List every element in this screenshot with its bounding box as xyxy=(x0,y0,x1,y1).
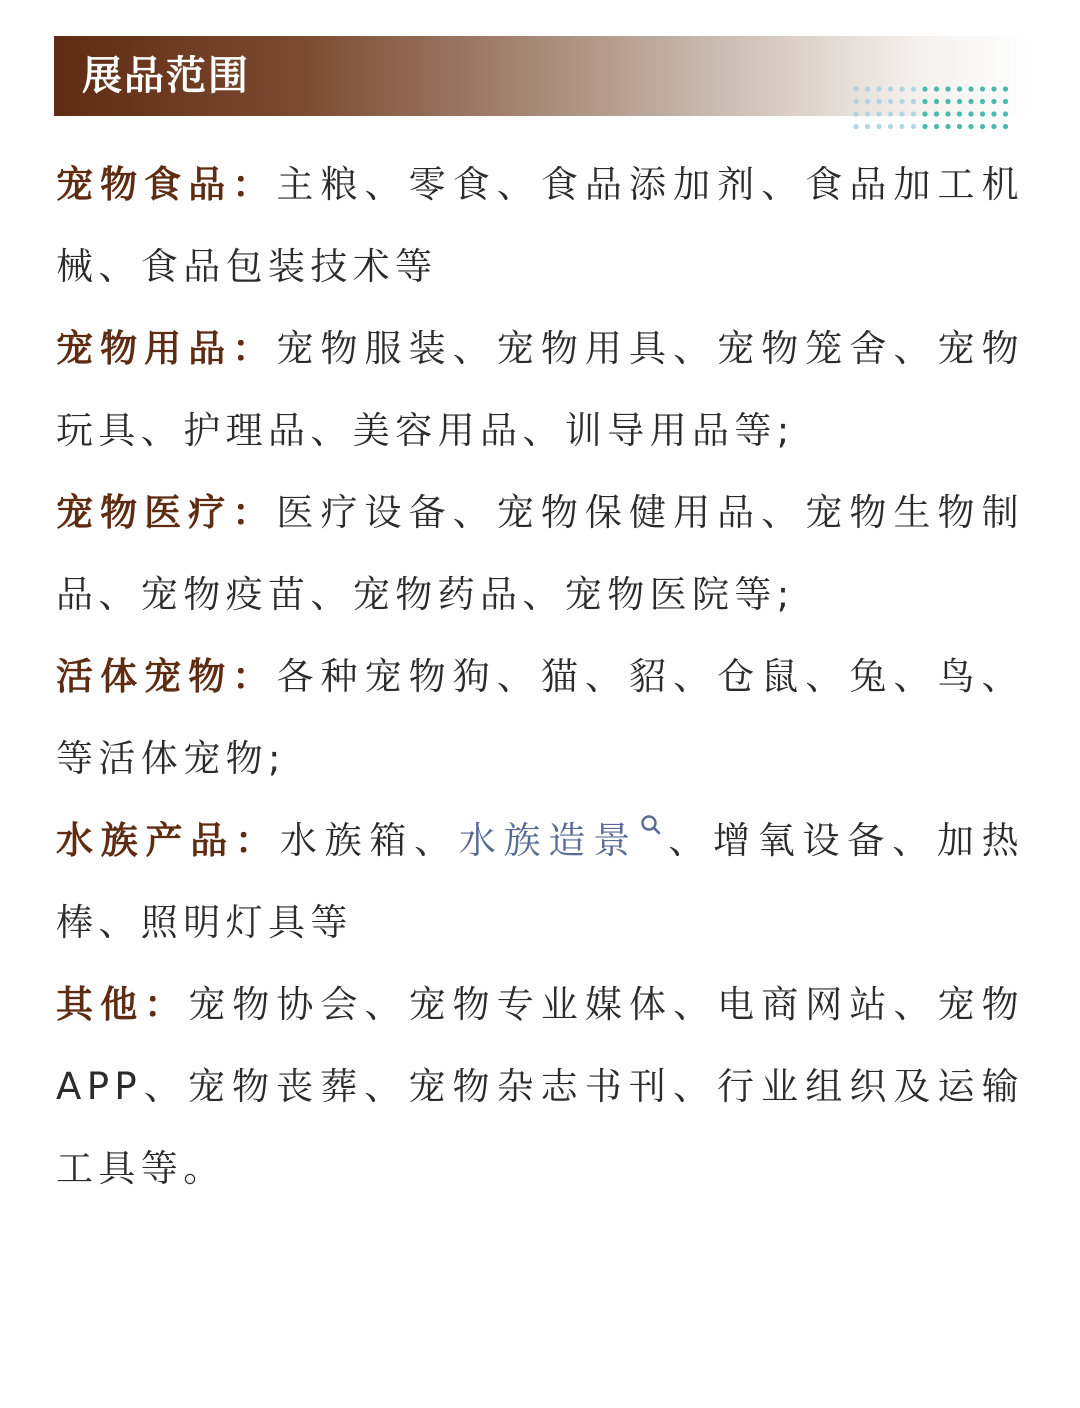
category-text: 水族箱、 xyxy=(279,819,459,862)
decorative-dot xyxy=(911,124,916,129)
decorative-dot xyxy=(957,99,962,104)
search-icon[interactable] xyxy=(640,814,662,840)
decorative-dot xyxy=(945,99,950,104)
category-aquarium xyxy=(56,800,1024,964)
decorative-dot xyxy=(922,86,927,91)
category-text: 宠物协会、宠物专业媒体、电商网站、宠物APP、宠物丧葬、宠物杂志书刊、行业组织及运输工具等。 xyxy=(56,983,1024,1190)
decorative-dot xyxy=(934,124,939,129)
decorative-dot xyxy=(1003,99,1008,104)
decorative-dot xyxy=(934,99,939,104)
decorative-dot xyxy=(865,124,870,129)
decorative-dot xyxy=(945,124,950,129)
decorative-dot xyxy=(888,124,893,129)
decorative-dot xyxy=(876,99,881,104)
category-text: 医疗设备、宠物保健用品、宠物生物制品、宠物疫苗、宠物药品、宠物医院等; xyxy=(56,491,1024,616)
decorative-dot xyxy=(957,86,962,91)
exhibit-scope-content xyxy=(56,144,1024,1210)
category-text: 、增氧设备、加热棒、照明灯具等 xyxy=(56,819,1024,944)
decorative-dot xyxy=(957,124,962,129)
decorative-dot xyxy=(865,86,870,91)
decorative-dot xyxy=(991,111,996,116)
category-text: 主粮、零食、食品添加剂、食品加工机械、食品包装技术等 xyxy=(56,163,1024,288)
decorative-dot xyxy=(899,124,904,129)
category-pet-food xyxy=(56,144,1024,308)
decorative-dot xyxy=(922,99,927,104)
decorative-dot xyxy=(1003,86,1008,91)
category-label: 水族产品： xyxy=(56,819,280,862)
decorative-dot xyxy=(922,124,927,129)
decorative-dot xyxy=(991,99,996,104)
category-label: 其他： xyxy=(56,983,189,1026)
decorative-dot xyxy=(945,86,950,91)
category-text: 宠物服装、宠物用具、宠物笼舍、宠物玩具、护理品、美容用品、训导用品等; xyxy=(56,327,1024,452)
category-label: 宠物用品： xyxy=(56,327,277,370)
decorative-dot xyxy=(888,86,893,91)
decorative-dot xyxy=(865,111,870,116)
decorative-dot xyxy=(957,111,962,116)
decorative-dot xyxy=(934,111,939,116)
decorative-dot xyxy=(853,99,858,104)
decorative-dot xyxy=(865,99,870,104)
category-other xyxy=(56,964,1024,1210)
decorative-dot xyxy=(922,111,927,116)
decorative-dot xyxy=(968,99,973,104)
decorative-dots-pattern xyxy=(850,83,1014,133)
aquascape-search-link[interactable]: 水族造景 xyxy=(458,819,638,862)
decorative-dot xyxy=(911,111,916,116)
decorative-dot xyxy=(934,86,939,91)
decorative-dot xyxy=(876,124,881,129)
category-live-pets xyxy=(56,636,1024,800)
decorative-dot xyxy=(876,86,881,91)
decorative-dot xyxy=(899,86,904,91)
decorative-dot xyxy=(911,99,916,104)
category-label: 宠物食品： xyxy=(56,163,277,206)
category-label: 活体宠物： xyxy=(56,655,277,698)
decorative-dot xyxy=(876,111,881,116)
decorative-dot xyxy=(853,111,858,116)
decorative-dot xyxy=(853,124,858,129)
decorative-dot xyxy=(853,86,858,91)
decorative-dot xyxy=(968,124,973,129)
decorative-dot xyxy=(968,111,973,116)
decorative-dot xyxy=(980,124,985,129)
decorative-dot xyxy=(899,111,904,116)
decorative-dot xyxy=(968,86,973,91)
decorative-dot xyxy=(991,86,996,91)
decorative-dot xyxy=(888,111,893,116)
category-pet-supplies xyxy=(56,308,1024,472)
category-text: 各种宠物狗、猫、貂、仓鼠、兔、鸟、等活体宠物; xyxy=(56,655,1024,780)
decorative-dot xyxy=(980,86,985,91)
decorative-dot xyxy=(899,99,904,104)
section-title: 展品范围 xyxy=(82,53,250,99)
decorative-dot xyxy=(1003,111,1008,116)
decorative-dot xyxy=(980,99,985,104)
decorative-dot xyxy=(991,124,996,129)
section-header-banner xyxy=(54,36,1028,116)
decorative-dot xyxy=(888,99,893,104)
decorative-dot xyxy=(1003,124,1008,129)
decorative-dot xyxy=(911,86,916,91)
decorative-dot xyxy=(945,111,950,116)
decorative-dot xyxy=(980,111,985,116)
category-label: 宠物医疗： xyxy=(56,491,277,534)
category-pet-medical xyxy=(56,472,1024,636)
